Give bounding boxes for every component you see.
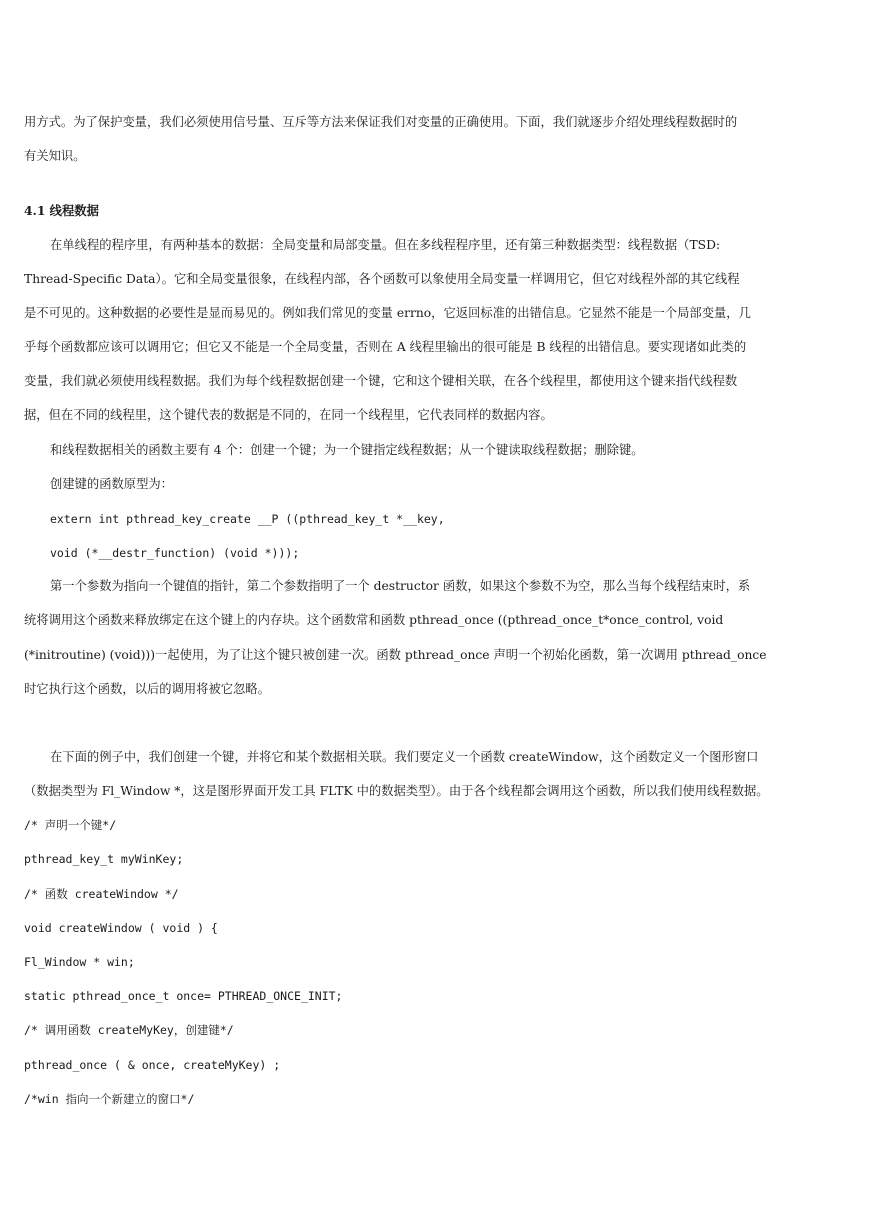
- para4-line-3: (*initroutine) (void)))一起使用，为了让这个键只被创建一次。函数 pthread_once 声明一个初始化函数，第一次调用 pthread_once: [24, 648, 767, 662]
- para1-line-5: 变量，我们就必须使用线程数据。我们为每个线程数据创建一个键，它和这个键相关联，在各个线程里，都使用这个键来指代线程数: [24, 374, 738, 388]
- para1-line-4: 乎每个函数都应该可以调用它；但它又不能是一个全局变量，否则在 A 线程里输出的很可能是 B 线程的出错信息。要实现诸如此类的: [24, 340, 747, 354]
- prototype-line-2: void (*__destr_function) (void *)));: [50, 546, 300, 560]
- para5-line-2: （数据类型为 Fl_Window *，这是图形界面开发工具 FLTK 中的数据类型）。由于各个线程都会调用这个函数，所以我们使用线程数据。: [24, 784, 769, 798]
- code-line-9: /*win 指向一个新建立的窗口*/: [24, 1092, 195, 1106]
- para4-line-4: 时它执行这个函数，以后的调用将被它忽略。: [24, 682, 270, 696]
- intro-line-1: 用方式。为了保护变量，我们必须使用信号量、互斥等方法来保证我们对变量的正确使用。下面，我们就逐步介绍处理线程数据时的: [24, 115, 738, 129]
- intro-line-2: 有关知识。: [24, 149, 86, 163]
- para2: 和线程数据相关的函数主要有 4 个：创建一个键；为一个键指定线程数据；从一个键读取线程数据；删除键。: [50, 443, 644, 457]
- section-heading: 4.1 线程数据: [24, 203, 99, 218]
- para5-line-1: 在下面的例子中，我们创建一个键，并将它和某个数据相关联。我们要定义一个函数 createWindow，这个函数定义一个图形窗口: [50, 750, 759, 764]
- para1-line-2: Thread-Specific Data）。它和全局变量很象，在线程内部，各个函数可以象使用全局变量一样调用它，但它对线程外部的其它线程: [24, 272, 740, 286]
- para4-line-1: 第一个参数为指向一个键值的指针，第二个参数指明了一个 destructor 函数，如果这个参数不为空，那么当每个线程结束时，系: [50, 579, 751, 593]
- code-line-2: pthread_key_t myWinKey;: [24, 852, 184, 866]
- code-line-5: Fl_Window * win;: [24, 955, 135, 969]
- code-line-1: /* 声明一个键*/: [24, 818, 117, 832]
- code-line-6: static pthread_once_t once= PTHREAD_ONCE_INIT;: [24, 989, 343, 1003]
- para4-line-2: 统将调用这个函数来释放绑定在这个键上的内存块。这个函数常和函数 pthread_once ((pthread_once_t*once_control, void: [24, 613, 724, 627]
- code-line-3: /* 函数 createWindow */: [24, 887, 179, 901]
- para1-line-6: 据，但在不同的线程里，这个键代表的数据是不同的，在同一个线程里，它代表同样的数据内容。: [24, 408, 553, 422]
- para3: 创建键的函数原型为：: [50, 477, 173, 491]
- code-line-8: pthread_once ( & once, createMyKey) ;: [24, 1058, 281, 1072]
- prototype-line-1: extern int pthread_key_create __P ((pthread_key_t *__key,: [50, 512, 445, 526]
- para1-line-1: 在单线程的程序里，有两种基本的数据：全局变量和局部变量。但在多线程程序里，还有第三种数据类型：线程数据（TSD:: [50, 238, 721, 252]
- code-line-4: void createWindow ( void ) {: [24, 921, 218, 935]
- para1-line-3: 是不可见的。这种数据的必要性是显而易见的。例如我们常见的变量 errno，它返回标准的出错信息。它显然不能是一个局部变量，几: [24, 306, 751, 320]
- code-line-7: /* 调用函数 createMyKey，创建键*/: [24, 1023, 234, 1037]
